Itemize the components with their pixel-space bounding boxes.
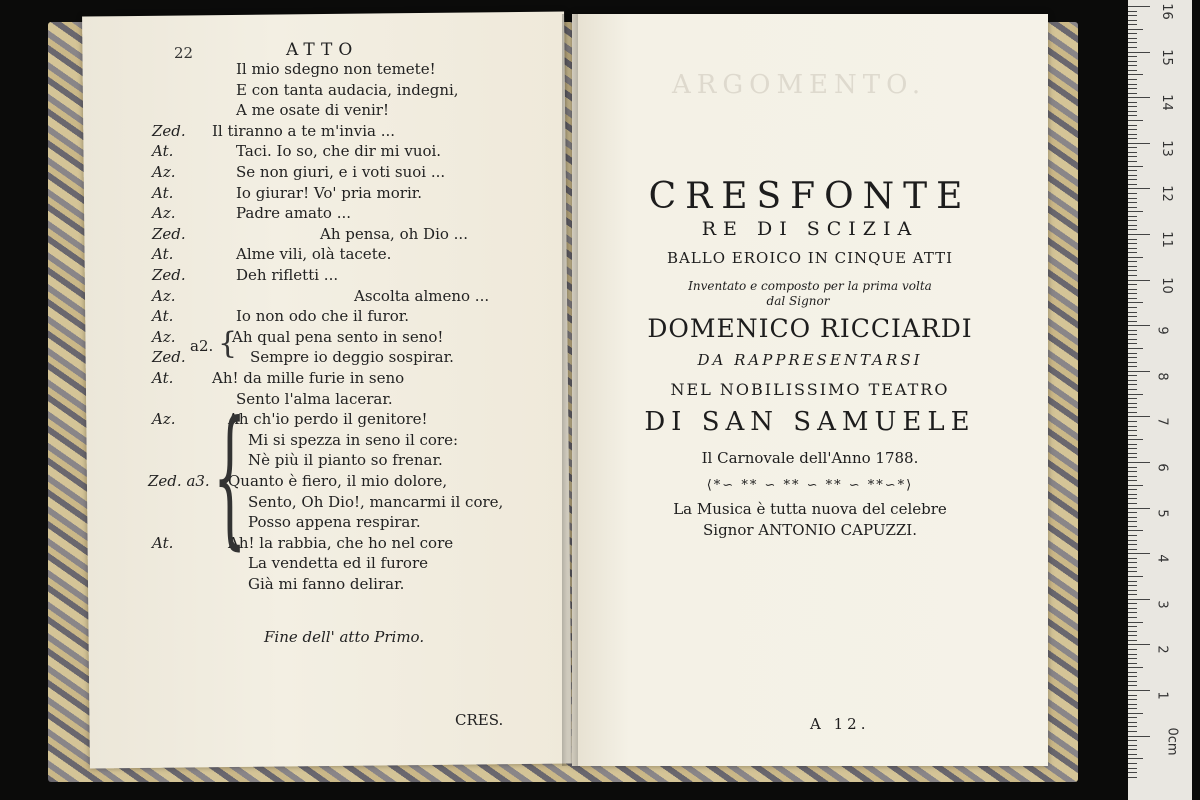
- ruler-tick: [1128, 170, 1137, 171]
- ruler-tick: [1128, 134, 1137, 135]
- ruler-tick: [1128, 626, 1137, 627]
- ruler-tick: [1128, 88, 1137, 89]
- ruler-number: 5: [1154, 508, 1170, 518]
- speaker-label: At.: [152, 369, 174, 387]
- ruler-tick: [1128, 444, 1137, 445]
- verse-line: Alme vili, olà tacete.: [236, 245, 392, 263]
- ruler-tick: [1128, 435, 1137, 436]
- ruler-tick: [1128, 521, 1137, 522]
- music-line-1: La Musica è tutta nuova del celebre: [673, 500, 947, 518]
- venue-line-1: NEL NOBILISSIMO TEATRO: [670, 380, 950, 399]
- ruler-tick: [1128, 676, 1137, 677]
- ruler-tick: [1128, 585, 1137, 586]
- ruler-tick: [1128, 175, 1137, 176]
- ruler-tick: [1128, 535, 1137, 536]
- ruler-tick: [1128, 357, 1137, 358]
- ruler-tick: [1128, 622, 1143, 623]
- ruler-tick: [1128, 111, 1137, 112]
- ruler-tick: [1128, 567, 1137, 568]
- ruler-tick: [1128, 558, 1137, 559]
- ruler-tick: [1128, 302, 1143, 303]
- ruler-tick: [1128, 512, 1137, 513]
- verse-line: Ascolta almeno ...: [354, 287, 490, 305]
- verse-line: Taci. Io so, che dir mi vuoi.: [236, 142, 442, 160]
- ruler-number: 15: [1158, 48, 1174, 66]
- ruler-tick: [1128, 740, 1137, 741]
- ruler-number: 1: [1154, 691, 1170, 700]
- ruler-tick: [1128, 179, 1137, 180]
- ruler-tick: [1128, 156, 1137, 157]
- ruler-number: 14: [1158, 94, 1174, 111]
- music-line-2: Signor ANTONIO CAPUZZI.: [703, 521, 917, 539]
- ruler-tick: [1128, 188, 1150, 189]
- verse-line: Il mio sdegno non temete!: [236, 60, 436, 78]
- ruler-tick: [1128, 138, 1137, 139]
- verse-line: Ah pensa, oh Dio ...: [320, 225, 468, 243]
- verse-line: Ah ch'io perdo il genitore!: [228, 410, 428, 428]
- ruler-tick: [1128, 485, 1143, 486]
- ruler-number: 7: [1154, 417, 1170, 427]
- ruler-tick: [1128, 216, 1137, 217]
- ruler-tick: [1128, 394, 1143, 395]
- ruler-tick: [1128, 494, 1137, 495]
- ruler-tick: [1128, 708, 1137, 709]
- ruler-tick: [1128, 316, 1137, 317]
- ruler-tick: [1128, 540, 1137, 541]
- ruler-tick: [1128, 426, 1137, 427]
- catchword: CRES.: [455, 711, 504, 729]
- ruler-tick: [1128, 380, 1137, 381]
- ruler-number: 12: [1158, 185, 1174, 203]
- ruler-tick: [1128, 603, 1137, 604]
- ruler-tick: [1128, 266, 1137, 267]
- ruler-tick: [1128, 517, 1137, 518]
- ruler-tick: [1128, 526, 1137, 527]
- verse-line: Posso appena respirar.: [248, 513, 421, 531]
- ruler-tick: [1128, 74, 1143, 75]
- ruler-tick: [1128, 343, 1137, 344]
- ruler-tick: [1128, 93, 1137, 94]
- ruler-tick: [1128, 152, 1137, 153]
- ruler-tick: [1128, 480, 1137, 481]
- ruler-tick: [1128, 489, 1137, 490]
- ruler-tick: [1128, 325, 1150, 326]
- ruler-number: 11: [1158, 231, 1174, 248]
- ruler-tick: [1128, 430, 1137, 431]
- ruler-tick: [1128, 239, 1137, 240]
- ruler-tick: [1128, 275, 1137, 276]
- ruler-number: 9: [1154, 326, 1170, 335]
- ruler-tick: [1128, 462, 1150, 463]
- ruler-tick: [1128, 403, 1137, 404]
- ruler-tick: [1128, 184, 1137, 185]
- a2-brace: {: [218, 326, 238, 361]
- verse-line: Padre amato ...: [236, 204, 352, 222]
- speaker-label: Az.: [152, 287, 176, 305]
- ruler-tick: [1128, 289, 1137, 290]
- speaker-label: Zed.: [152, 266, 186, 284]
- genre: BALLO EROICO IN CINQUE ATTI: [666, 249, 954, 267]
- speaker-label: At.: [152, 307, 174, 325]
- speaker-label: Zed.: [152, 122, 186, 140]
- ruler-tick: [1128, 608, 1137, 609]
- ruler-tick: [1128, 11, 1137, 12]
- ruler-tick: [1128, 389, 1137, 390]
- speaker-label: Zed.: [152, 348, 186, 366]
- ruler-tick: [1128, 384, 1137, 385]
- ruler-number: 0cm: [1164, 727, 1180, 756]
- speaker-label: Zed.: [152, 225, 186, 243]
- ruler-tick: [1128, 594, 1137, 595]
- ruler-tick: [1128, 457, 1137, 458]
- ruler-number: 4: [1154, 554, 1170, 563]
- speaker-label: Az.: [152, 328, 176, 346]
- verse-line: La vendetta ed il furore: [248, 554, 428, 572]
- ruler-tick: [1128, 280, 1150, 281]
- a3-brace: {: [213, 390, 247, 564]
- ruler-tick: [1128, 681, 1137, 682]
- ruler-tick: [1128, 61, 1137, 62]
- ruler-tick: [1128, 207, 1137, 208]
- verse-line: Deh rifletti ...: [236, 266, 339, 284]
- verse-line: Quanto è fiero, il mio dolore,: [228, 472, 448, 490]
- ruler-tick: [1128, 47, 1137, 48]
- ruler-tick: [1128, 321, 1137, 322]
- ruler-tick: [1128, 649, 1137, 650]
- ruler-tick: [1128, 644, 1150, 645]
- ruler-tick: [1128, 699, 1137, 700]
- ruler-tick: [1128, 211, 1143, 212]
- ruler-tick: [1128, 471, 1137, 472]
- ruler-tick: [1128, 257, 1143, 258]
- show-through-heading: ARGOMENTO.: [672, 70, 927, 100]
- ruler-tick: [1128, 79, 1137, 80]
- ruler-tick: [1128, 631, 1137, 632]
- ruler-number: 8: [1154, 372, 1170, 381]
- ruler-tick: [1128, 56, 1137, 57]
- end-of-act: Fine dell' atto Primo.: [264, 628, 425, 646]
- ruler-tick: [1128, 243, 1137, 244]
- ruler-tick: [1128, 120, 1143, 121]
- ruler-tick: [1128, 777, 1137, 778]
- ruler-tick: [1128, 448, 1137, 449]
- ruler-tick: [1128, 234, 1150, 235]
- ruler-tick: [1128, 717, 1137, 718]
- ruler-tick: [1128, 330, 1137, 331]
- ruler-tick: [1128, 685, 1137, 686]
- author: DOMENICO RICCIARDI: [647, 314, 973, 343]
- ruler-tick: [1128, 252, 1137, 253]
- ruler-tick: [1128, 663, 1137, 664]
- ruler-tick: [1128, 576, 1143, 577]
- ruler-tick: [1128, 562, 1137, 563]
- ruler-tick: [1128, 261, 1137, 262]
- ruler-tick: [1128, 749, 1137, 750]
- ruler-tick: [1128, 581, 1137, 582]
- ruler-tick: [1128, 270, 1137, 271]
- ruler-tick: [1128, 293, 1137, 294]
- ruler-tick: [1128, 658, 1137, 659]
- ruler-tick: [1128, 726, 1137, 727]
- ruler-tick: [1128, 147, 1137, 148]
- ruler-tick: [1128, 284, 1137, 285]
- verse-line: E con tanta audacia, indegni,: [236, 81, 459, 99]
- ruler-tick: [1128, 362, 1137, 363]
- ruler-tick: [1128, 453, 1137, 454]
- ruler-tick: [1128, 166, 1143, 167]
- ruler-number: 3: [1154, 600, 1170, 609]
- ruler-tick: [1128, 772, 1137, 773]
- ruler-tick: [1128, 745, 1137, 746]
- speaker-label: At.: [152, 184, 174, 202]
- title: CRESFONTE: [648, 176, 972, 217]
- ruler-tick: [1128, 339, 1137, 340]
- a2-label: a2.: [190, 337, 214, 355]
- ruler-tick: [1128, 129, 1137, 130]
- ruler-tick: [1128, 375, 1137, 376]
- ruler-tick: [1128, 161, 1137, 162]
- ruler-tick: [1128, 106, 1137, 107]
- ruler-tick: [1128, 763, 1137, 764]
- ruler-tick: [1128, 439, 1143, 440]
- ruler-tick: [1128, 476, 1137, 477]
- ruler-tick: [1128, 754, 1137, 755]
- ruler-number: 16: [1158, 3, 1174, 20]
- speaker-label: Az.: [152, 163, 176, 181]
- ruler-tick: [1128, 553, 1150, 554]
- speaker-label: At.: [152, 142, 174, 160]
- verse-line: Sempre io deggio sospirar.: [250, 348, 454, 366]
- venue-line-2: DI SAN SAMUELE: [644, 407, 976, 437]
- ruler-tick: [1128, 530, 1143, 531]
- ruler-tick: [1128, 713, 1143, 714]
- ruler-tick: [1128, 467, 1137, 468]
- measuring-ruler: [1128, 0, 1192, 800]
- date: Il Carnovale dell'Anno 1788.: [701, 449, 919, 467]
- ruler-tick: [1128, 366, 1137, 367]
- verse-line: Il tiranno a te m'invia ...: [212, 122, 396, 140]
- ruler-tick: [1128, 65, 1137, 66]
- signature-mark: A 12.: [810, 715, 870, 733]
- ruler-tick: [1128, 503, 1137, 504]
- ruler-tick: [1128, 248, 1137, 249]
- ruler-tick: [1128, 348, 1143, 349]
- ruler-tick: [1128, 758, 1143, 759]
- ruler-tick: [1128, 220, 1137, 221]
- ruler-tick: [1128, 508, 1150, 509]
- ruler-tick: [1128, 334, 1137, 335]
- ruler-tick: [1128, 398, 1137, 399]
- verse-line: A me osate di venir!: [236, 101, 389, 119]
- ruler-tick: [1128, 225, 1137, 226]
- ruler-tick: [1128, 312, 1137, 313]
- speaker-label: Az.: [152, 204, 176, 222]
- ruler-tick: [1128, 731, 1137, 732]
- ruler-number: 6: [1154, 463, 1170, 472]
- ruler-tick: [1128, 768, 1137, 769]
- ruler-tick: [1128, 193, 1137, 194]
- ruler-tick: [1128, 20, 1137, 21]
- ruler-tick: [1128, 125, 1137, 126]
- credit-line-1: Inventato e composto per la prima volta: [688, 279, 932, 293]
- speaker-label: At.: [152, 534, 174, 552]
- ruler-tick: [1128, 544, 1137, 545]
- ruler-tick: [1128, 571, 1137, 572]
- subtitle: RE DI SCIZIA: [701, 218, 919, 240]
- ruler-tick: [1128, 599, 1150, 600]
- ruler-tick: [1128, 667, 1143, 668]
- ruler-tick: [1128, 15, 1137, 16]
- verse-line: Ah! da mille furie in seno: [212, 369, 405, 387]
- ruler-tick: [1128, 690, 1150, 691]
- ruler-tick: [1128, 198, 1137, 199]
- ruler-tick: [1128, 549, 1137, 550]
- verse-line: Sento, Oh Dio!, mancarmi il core,: [248, 493, 504, 511]
- running-head: ATTO: [286, 40, 359, 60]
- ruler-tick: [1128, 590, 1137, 591]
- credit-line-2: dal Signor: [766, 294, 830, 308]
- ruler-tick: [1128, 371, 1150, 372]
- ruler-tick: [1128, 407, 1137, 408]
- verse-line: Mi si spezza in seno il core:: [248, 431, 459, 449]
- page-number: 22: [174, 44, 194, 62]
- verse-line: Sento l'alma lacerar.: [236, 390, 393, 408]
- ruler-tick: [1128, 29, 1143, 30]
- ruler-tick: [1128, 42, 1137, 43]
- ruler-tick: [1128, 33, 1137, 34]
- ruler-tick: [1128, 498, 1137, 499]
- performance: DA RAPPRESENTARSI: [697, 351, 923, 369]
- ruler-tick: [1128, 307, 1137, 308]
- ruler-tick: [1128, 695, 1137, 696]
- ruler-tick: [1128, 612, 1137, 613]
- ruler-number: 2: [1154, 645, 1170, 655]
- ruler-tick: [1128, 84, 1137, 85]
- verse-line: Ah! la rabbia, che ho nel core: [228, 534, 454, 552]
- ruler-tick: [1128, 654, 1137, 655]
- ruler-tick: [1128, 736, 1150, 737]
- ruler-number: 10: [1158, 276, 1174, 294]
- ruler-tick: [1128, 70, 1137, 71]
- verse-line: Se non giuri, e i voti suoi ...: [236, 163, 446, 181]
- speaker-label: Az.: [152, 410, 176, 428]
- ruler-tick: [1128, 635, 1137, 636]
- speaker-label: Zed. a3.: [148, 472, 210, 490]
- ruler-tick: [1128, 6, 1150, 7]
- ruler-tick: [1128, 421, 1137, 422]
- ruler-tick: [1128, 52, 1150, 53]
- ruler-tick: [1128, 38, 1137, 39]
- ruler-tick: [1128, 24, 1137, 25]
- ruler-tick: [1128, 640, 1137, 641]
- ruler-tick: [1128, 229, 1137, 230]
- verse-line: Nè più il pianto so frenar.: [248, 451, 443, 469]
- ruler-tick: [1128, 97, 1150, 98]
- ruler-tick: [1128, 102, 1137, 103]
- verse-line: Ah qual pena sento in seno!: [232, 328, 444, 346]
- ruler-tick: [1128, 143, 1150, 144]
- ruler-tick: [1128, 416, 1150, 417]
- speaker-label: At.: [152, 245, 174, 263]
- ruler-number: 13: [1158, 140, 1174, 157]
- ruler-tick: [1128, 202, 1137, 203]
- ruler-tick: [1128, 412, 1137, 413]
- ruler-tick: [1128, 298, 1137, 299]
- verse-line: Io giurar! Vo' pria morir.: [236, 184, 423, 202]
- ruler-tick: [1128, 353, 1137, 354]
- verse-line: Già mi fanno delirar.: [248, 575, 405, 593]
- ornament: ⟨*∽ ** ∽ ** ∽ ** ∽ **∽*⟩: [706, 478, 914, 493]
- verse-line: Io non odo che il furor.: [236, 307, 410, 325]
- ruler-tick: [1128, 115, 1137, 116]
- ruler-tick: [1128, 722, 1137, 723]
- ruler-tick: [1128, 617, 1137, 618]
- ruler-tick: [1128, 704, 1137, 705]
- ruler-tick: [1128, 672, 1137, 673]
